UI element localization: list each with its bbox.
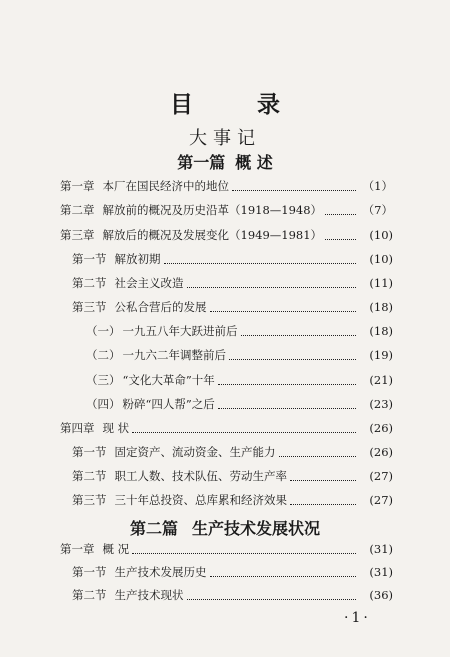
entry-label: 第一章 (60, 542, 95, 556)
toc-entry[interactable] (86, 346, 393, 364)
toc-entry[interactable] (72, 250, 393, 268)
toc-entry[interactable] (60, 226, 393, 244)
part-1-prefix: 第一篇 (177, 153, 226, 172)
dot-leader (232, 190, 356, 191)
page-title: 目 录 (169, 91, 308, 118)
entry-text: 概 况 (102, 542, 130, 556)
dot-leader (187, 599, 357, 600)
entry-label: （三） (86, 373, 121, 387)
dot-leader (218, 384, 356, 385)
entry-label: 第二节 (72, 469, 107, 483)
entry-page: (18) (369, 300, 393, 314)
entry-text: 生产技术现状 (114, 588, 184, 602)
entry-label: （四） (86, 397, 121, 411)
dot-leader (210, 311, 357, 312)
dot-leader (241, 335, 357, 336)
toc-entry[interactable] (72, 586, 393, 604)
toc-entry[interactable] (72, 443, 393, 461)
entry-page: (11) (369, 276, 393, 290)
part-1-name: 概 述 (235, 153, 273, 172)
dot-leader (229, 359, 356, 360)
entry-label: （一） (86, 324, 121, 338)
toc-entry[interactable] (86, 371, 393, 389)
entry-text: 一九五八年大跃进前后 (122, 324, 238, 338)
page-number: ·1· (344, 610, 371, 626)
dot-leader (218, 408, 356, 409)
entry-text: 解放后的概况及发展变化（1949—1981） (102, 228, 323, 242)
toc-entry[interactable] (72, 467, 393, 485)
dot-leader (164, 263, 357, 264)
entry-text: 固定资产、流动资金、生产能力 (114, 445, 276, 459)
entry-page: (18) (369, 324, 393, 338)
entry-page: (21) (369, 373, 393, 387)
entry-page: (23) (369, 397, 393, 411)
entry-page: (10) (369, 252, 393, 266)
entry-text: “文化大革命”十年 (122, 373, 215, 387)
part-2-prefix: 第二篇 (129, 519, 178, 538)
entry-label: 第三节 (72, 493, 107, 507)
entry-text: 生产技术发展历史 (114, 565, 207, 579)
toc-entry[interactable] (60, 201, 393, 219)
toc-entry[interactable] (72, 298, 393, 316)
entry-page: (10) (369, 228, 393, 242)
toc-entry[interactable] (86, 395, 393, 413)
dot-leader (325, 214, 356, 215)
toc-entry[interactable] (60, 177, 393, 195)
entry-label: 第二节 (72, 588, 107, 602)
toc-entry[interactable] (72, 274, 393, 292)
entry-text: 社会主义改造 (114, 276, 184, 290)
dot-leader (187, 287, 357, 288)
part-2-name: 生产技术发展状况 (192, 519, 321, 538)
chronicle-heading: 大事记 (189, 128, 261, 149)
entry-text: 一九六二年调整前后 (122, 348, 226, 362)
toc-entry[interactable] (72, 491, 393, 509)
dot-leader (210, 576, 357, 577)
entry-page: (19) (369, 348, 393, 362)
entry-page: (26) (369, 445, 393, 459)
entry-page: (27) (369, 469, 393, 483)
entry-text: 现 状 (102, 421, 130, 435)
entry-text: 解放前的概况及历史沿革（1918—1948） (102, 203, 323, 217)
toc-entry[interactable] (86, 322, 393, 340)
entry-text: 本厂在国民经济中的地位 (102, 179, 229, 193)
toc-entry[interactable] (60, 540, 393, 558)
entry-page: (31) (369, 565, 393, 579)
entry-text: 解放初期 (114, 252, 161, 266)
entry-label: 第三章 (60, 228, 95, 242)
entry-label: 第一节 (72, 565, 107, 579)
dot-leader (290, 504, 356, 505)
entry-label: 第二节 (72, 276, 107, 290)
toc-entry[interactable] (60, 419, 393, 437)
entry-text: 公私合营后的发展 (114, 300, 207, 314)
entry-text: 粉碎“四人帮”之后 (122, 397, 215, 411)
entry-page: (27) (369, 493, 393, 507)
entry-text: 职工人数、技术队伍、劳动生产率 (114, 469, 287, 483)
entry-label: 第四章 (60, 421, 95, 435)
entry-page: (36) (369, 588, 393, 602)
entry-page: （7） (362, 203, 393, 217)
toc-entry[interactable] (72, 563, 393, 581)
entry-label: 第三节 (72, 300, 107, 314)
dot-leader (132, 432, 356, 433)
entry-label: 第一节 (72, 445, 107, 459)
dot-leader (325, 239, 356, 240)
dot-leader (290, 480, 356, 481)
entry-label: 第一节 (72, 252, 107, 266)
dot-leader (279, 456, 357, 457)
entry-page: (31) (369, 542, 393, 556)
entry-page: (26) (369, 421, 393, 435)
entry-text: 三十年总投资、总库累和经济效果 (114, 493, 287, 507)
entry-label: 第一章 (60, 179, 95, 193)
dot-leader (132, 553, 356, 554)
entry-label: （二） (86, 348, 121, 362)
entry-label: 第二章 (60, 203, 95, 217)
entry-page: （1） (362, 179, 393, 193)
